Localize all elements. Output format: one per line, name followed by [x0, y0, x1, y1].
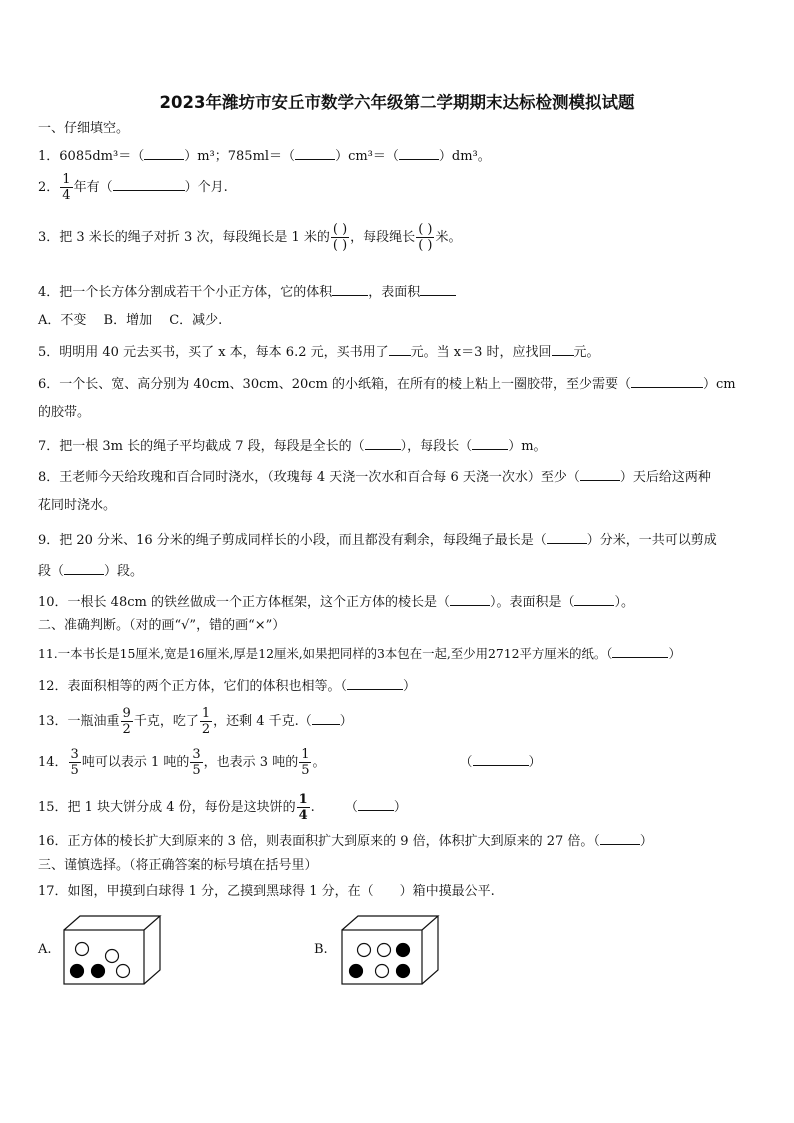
black-ball — [350, 965, 363, 978]
q17-text-b: ）箱中摸最公平. — [399, 884, 495, 899]
question-5 — [38, 342, 600, 362]
q6-text-b: ）cm — [703, 377, 736, 392]
white-ball — [106, 950, 119, 963]
q3-fraction-1[interactable] — [331, 222, 349, 253]
question-16 — [38, 831, 653, 851]
q12-text-b: ） — [403, 679, 417, 694]
question-1 — [38, 146, 491, 166]
q13-blank[interactable] — [312, 711, 340, 725]
q5-text-c: 元。 — [573, 345, 600, 360]
q16-text-a: 16．正方体的棱长扩大到原来的 3 倍，则表面积扩大到原来的 9 倍，体积扩大到原来的 27 倍。（ — [38, 834, 600, 849]
q3-frac1-den: ( ) — [332, 238, 348, 253]
q5-text-a: 5．明明用 40 元去买书，买了 x 本，每本 6.2 元，买书用了 — [38, 345, 389, 360]
black-ball — [397, 965, 410, 978]
q4-text-a: 4．把一个长方体分割成若干个小正方体，它的体积 — [38, 285, 333, 300]
question-8-cont: 花同时浇水。 — [38, 498, 117, 513]
white-ball — [76, 943, 89, 956]
q13-frac2-den: 2 — [201, 722, 211, 737]
q2-frac-den: 4 — [62, 188, 71, 203]
q12-blank[interactable] — [347, 676, 403, 690]
q1-text-a: 1．6085dm³＝（ — [38, 149, 145, 164]
q11-text-b: ） — [668, 646, 681, 661]
option-a-label[interactable]: A. — [38, 942, 52, 957]
q2-text-a: 年有（ — [73, 180, 113, 195]
q9-text-a: 9．把 20 分米、16 分米的绳子剪成同样长的小段，而且都没有剩余，每段绳子最长是（ — [38, 533, 547, 548]
question-2 — [38, 172, 228, 203]
q2-number: 2． — [38, 180, 60, 195]
option-a-box-image[interactable] — [62, 914, 164, 986]
question-11 — [38, 644, 681, 663]
q13-fraction-1 — [121, 706, 133, 737]
question-6-cont: 的胶带。 — [38, 405, 91, 420]
q2-blank[interactable] — [113, 177, 185, 191]
q1-text-d: ）dm³。 — [438, 149, 491, 164]
q3-frac1-num: ( ) — [332, 222, 348, 237]
section-3-heading: 三、谨慎选择。（将正确答案的标号填在括号里） — [38, 858, 318, 873]
question-8 — [38, 467, 711, 487]
white-ball — [358, 944, 371, 957]
q13-text-a: 13．一瓶油重 — [38, 714, 120, 729]
question-13 — [38, 706, 353, 737]
q11-blank[interactable] — [612, 644, 668, 658]
q1-blank-2[interactable] — [295, 146, 335, 160]
q14-frac3-den: 5 — [301, 763, 310, 778]
q9-text-c: 段（ — [38, 564, 65, 579]
q14-fraction-3 — [299, 747, 311, 778]
q14-frac1-den: 5 — [70, 763, 79, 778]
black-ball — [71, 965, 84, 978]
q2-text-b: ）个月. — [184, 180, 228, 195]
q15-frac-num: 1 — [298, 792, 308, 807]
q10-blank-2[interactable] — [574, 592, 614, 606]
q9-text-b: ）分米，一共可以剪成 — [586, 533, 717, 548]
q15-text-a: 15．把 1 块大饼分成 4 份，每份是这块饼的 — [38, 800, 296, 815]
q8-blank[interactable] — [580, 467, 620, 481]
q13-text-c: ，还剩 4 千克.（ — [213, 714, 312, 729]
question-12 — [38, 676, 416, 696]
q11-text-a: 11.一本书长是15厘米,宽是16厘米,厚是12厘米,如果把同样的3本包在一起,至少用2712平方厘米的纸。（ — [38, 646, 613, 661]
q13-frac2-num: 1 — [201, 706, 211, 721]
q3-frac2-num: ( ) — [418, 222, 433, 237]
white-ball — [117, 965, 130, 978]
q13-text-d: ） — [339, 714, 353, 729]
q14-text-d: （ — [459, 755, 473, 770]
q4-blank-2[interactable] — [420, 282, 456, 296]
q7-text-a: 7．把一根 3m 长的绳子平均截成 7 段，每段是全长的（ — [38, 439, 365, 454]
q6-blank[interactable] — [631, 374, 703, 388]
q7-blank-2[interactable] — [472, 436, 508, 450]
question-4 — [38, 282, 456, 302]
q1-blank-3[interactable] — [399, 146, 439, 160]
page-title: 2023年潍坊市安丘市数学六年级第二学期期末达标检测模拟试题 — [159, 93, 635, 112]
q7-text-c: ）m。 — [508, 439, 547, 454]
q14-blank[interactable] — [473, 752, 529, 766]
q4-text-b: ，表面积 — [368, 285, 421, 300]
q10-text-c: ）。 — [614, 595, 634, 610]
q4-blank-1[interactable] — [332, 282, 368, 296]
white-ball — [378, 944, 391, 957]
q3-frac2-den: ( ) — [418, 238, 433, 253]
q1-blank-1[interactable] — [144, 146, 184, 160]
option-b-box-image[interactable] — [340, 914, 442, 986]
q14-text-c: 。 — [312, 755, 326, 770]
q9-blank-1[interactable] — [547, 530, 587, 544]
q3-fraction-2[interactable] — [416, 222, 434, 253]
q15-text-b: . — [310, 800, 315, 815]
q16-blank[interactable] — [600, 831, 640, 845]
question-4-options: A．不变 B．增加 C．减少. — [38, 313, 223, 328]
question-6 — [38, 374, 736, 394]
q10-blank-1[interactable] — [450, 592, 490, 606]
q13-frac1-num: 9 — [122, 706, 131, 721]
q14-number: 14． — [38, 755, 68, 770]
q2-frac-num: 1 — [62, 172, 71, 187]
q14-frac2-num: 3 — [192, 747, 201, 762]
q1-text-b: ）m³；785ml＝（ — [184, 149, 296, 164]
q5-blank-1[interactable] — [389, 342, 411, 356]
question-9-cont — [38, 561, 143, 581]
q15-text-d: ） — [393, 800, 407, 815]
section-2-heading: 二、准确判断。（对的画“√”，错的画“×”） — [38, 618, 286, 633]
q10-text-b: ）。表面积是（ — [489, 595, 575, 610]
q14-frac3-num: 1 — [301, 747, 310, 762]
q13-fraction-2 — [200, 706, 212, 737]
black-ball — [92, 965, 105, 978]
q15-blank[interactable] — [358, 797, 394, 811]
q14-frac1-num: 3 — [70, 747, 79, 762]
q14-text-b: ，也表示 3 吨的 — [203, 755, 299, 770]
q2-fraction — [60, 172, 72, 203]
q1-text-c: ）cm³＝（ — [335, 149, 399, 164]
q16-text-b: ） — [639, 834, 653, 849]
q14-text-a: 吨可以表示 1 吨的 — [81, 755, 190, 770]
q14-fraction-1 — [69, 747, 81, 778]
q15-text-c: （ — [344, 800, 358, 815]
q8-text-b: ）天后给这两种 — [619, 470, 711, 485]
q5-blank-2[interactable] — [552, 342, 574, 356]
q9-text-d: ）段。 — [104, 564, 144, 579]
black-ball — [397, 944, 410, 957]
q13-text-b: 千克，吃了 — [133, 714, 199, 729]
q3-text-c: 米。 — [435, 230, 462, 245]
q9-blank-2[interactable] — [64, 561, 104, 575]
question-17 — [38, 883, 495, 901]
option-b-label[interactable]: B. — [314, 942, 328, 957]
q14-text-e: ） — [528, 755, 542, 770]
question-3 — [38, 222, 461, 253]
q6-text-a: 6．一个长、宽、高分别为 40cm、30cm、20cm 的小纸箱，在所有的棱上粘上一圈胶带，至少需要（ — [38, 377, 631, 392]
q8-text-a: 8．王老师今天给玫瑰和百合同时浇水，（玫瑰每 4 天浇一次水和百合每 6 天浇一次水）至少（ — [38, 470, 580, 485]
question-10 — [38, 592, 634, 612]
question-9 — [38, 530, 717, 550]
q7-text-b: ），每段长（ — [400, 439, 473, 454]
white-ball — [376, 965, 389, 978]
q10-text-a: 10．一根长 48cm 的铁丝做成一个正方体框架，这个正方体的棱长是（ — [38, 595, 450, 610]
section-1-heading: 一、仔细填空。 — [38, 121, 130, 136]
q12-text-a: 12．表面积相等的两个正方体，它们的体积也相等。（ — [38, 679, 348, 694]
q15-fraction — [297, 792, 310, 823]
question-15 — [38, 792, 407, 823]
q7-blank-1[interactable] — [365, 436, 401, 450]
question-7 — [38, 436, 547, 456]
question-14 — [38, 747, 542, 778]
q17-text-a: 17．如图，甲摸到白球得 1 分，乙摸到黑球得 1 分，在（ — [38, 884, 374, 899]
q5-text-b: 元。当 x＝3 时，应找回 — [410, 345, 552, 360]
q3-text-b: ，每段绳长 — [350, 230, 416, 245]
q15-frac-den: 4 — [298, 808, 308, 823]
q14-frac2-den: 5 — [192, 763, 201, 778]
q3-text-a: 3．把 3 米长的绳子对折 3 次，每段绳长是 1 米的 — [38, 230, 330, 245]
q14-fraction-2 — [190, 747, 202, 778]
q13-frac1-den: 2 — [122, 722, 131, 737]
